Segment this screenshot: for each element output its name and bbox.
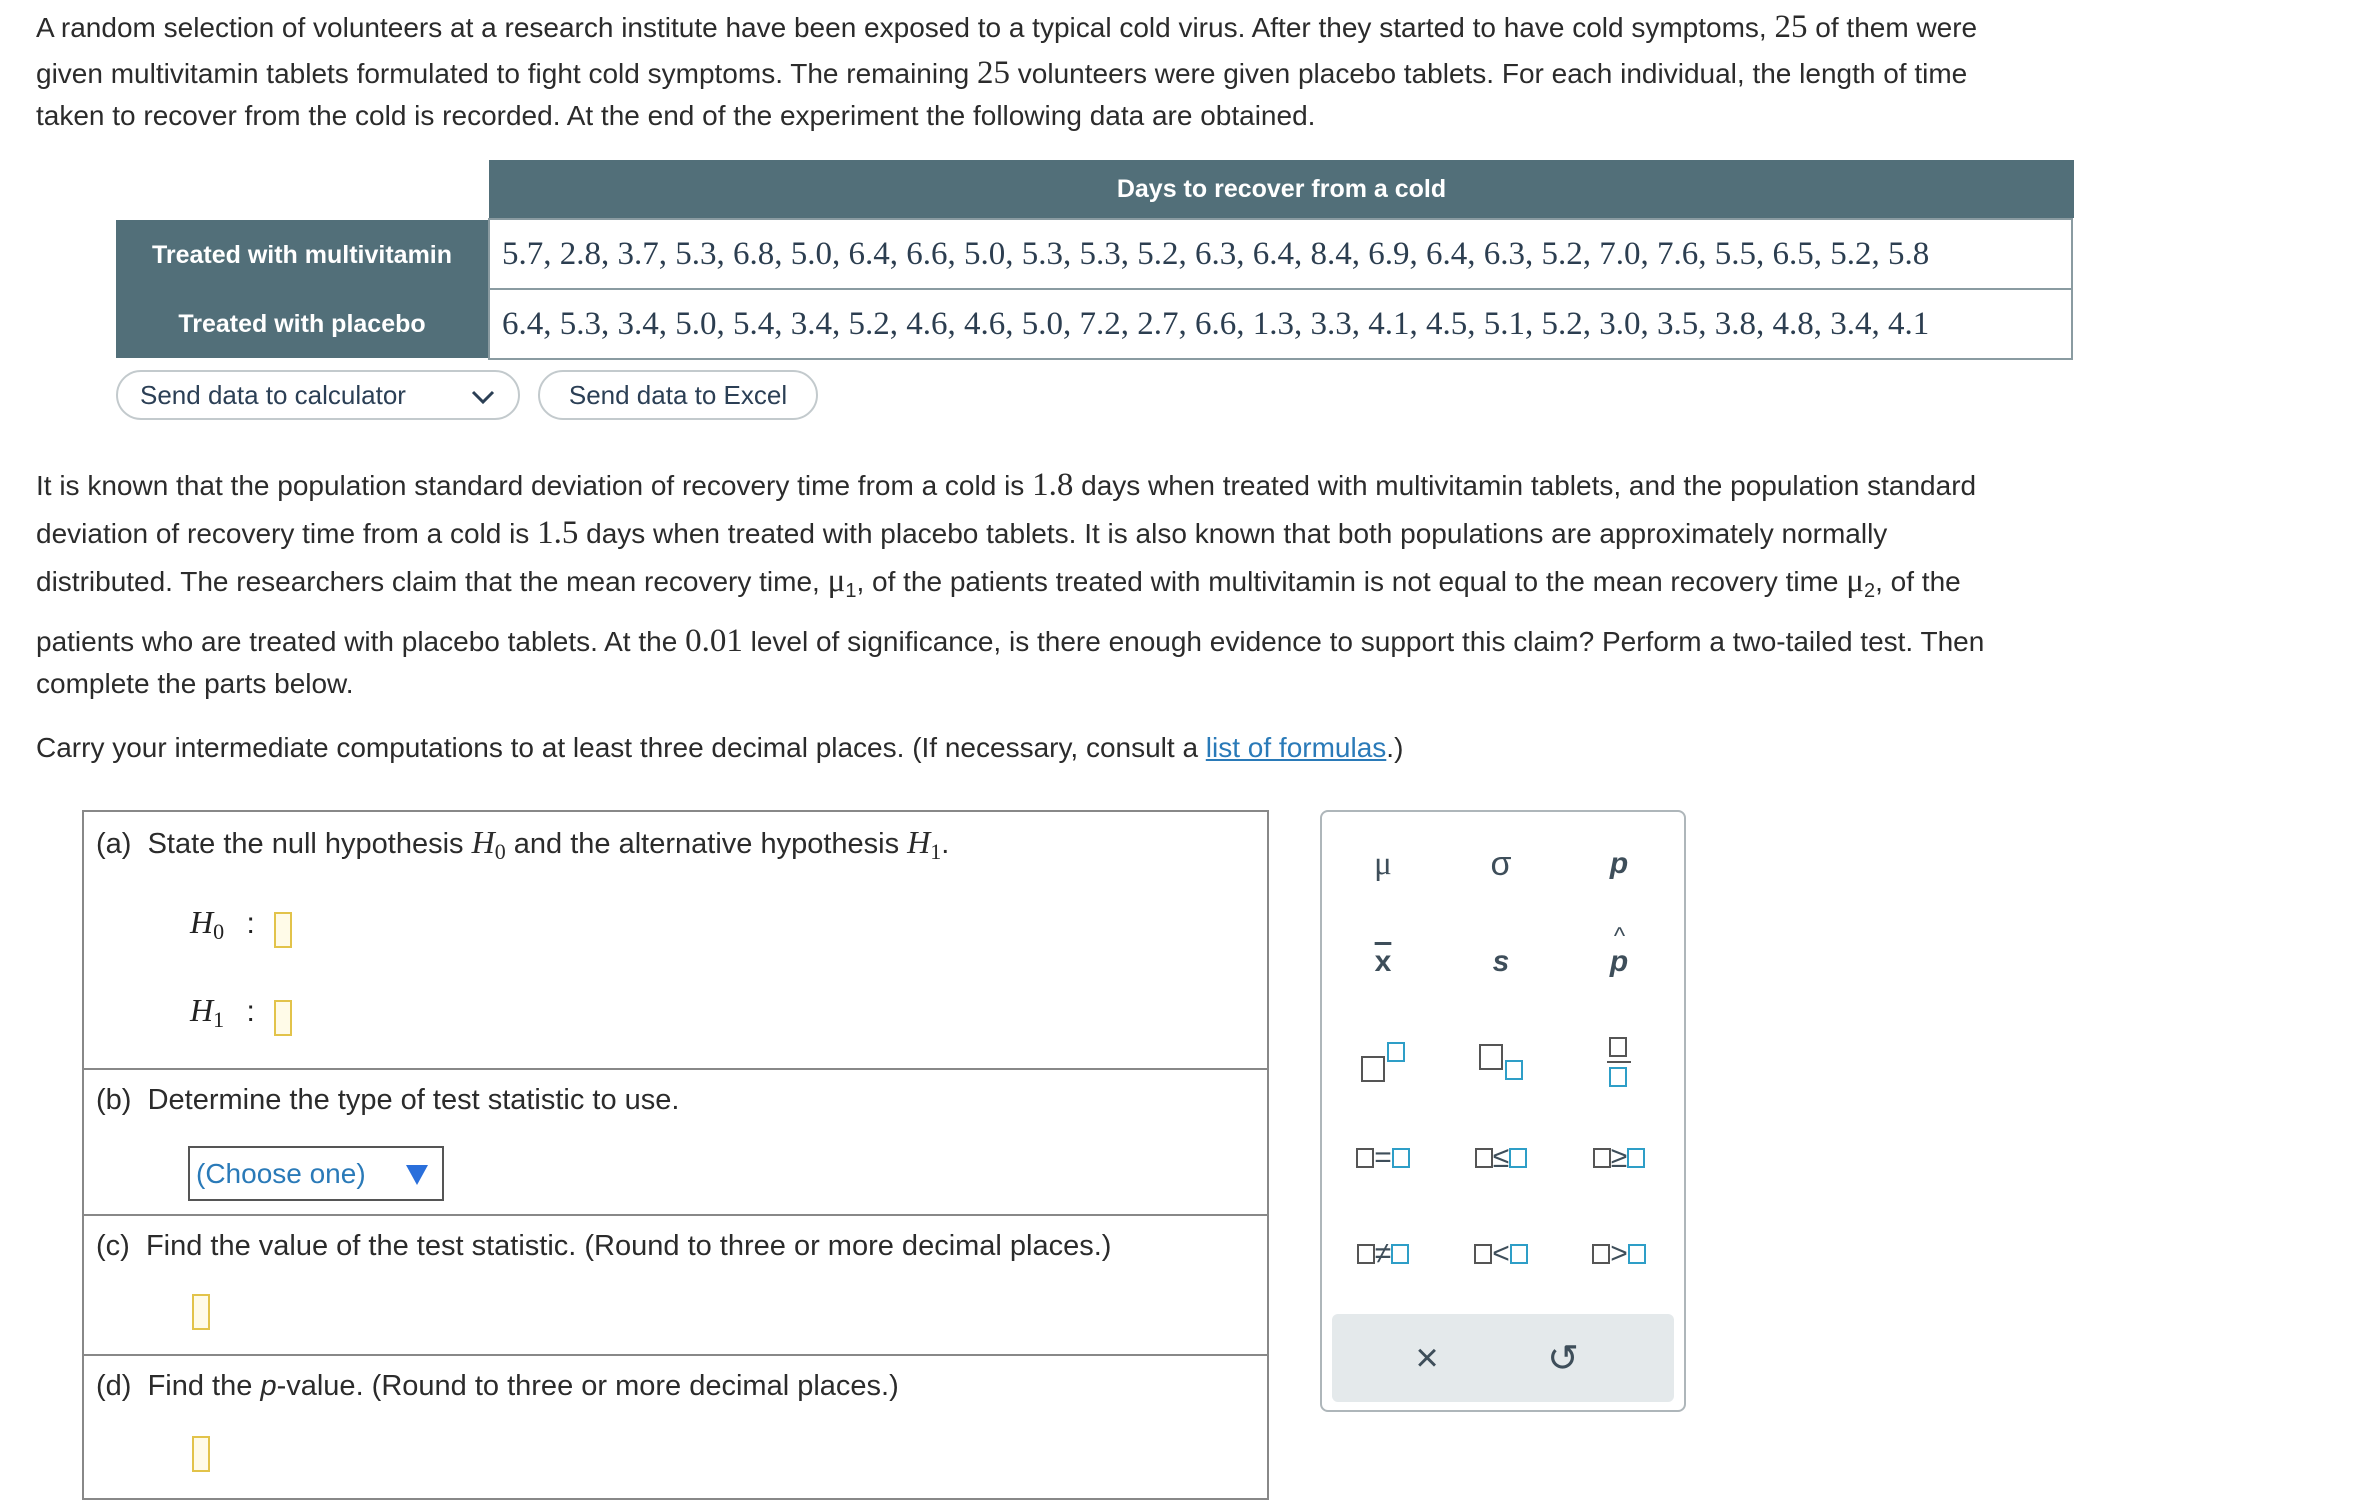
part-b-section — [84, 1068, 1267, 1216]
sigma-button[interactable]: σ — [1490, 844, 1512, 883]
question-box — [82, 810, 1269, 1500]
part-a-prompt: (a) State the null hypothesis $H_0$ and the alternative hypothesis $H_1$. — [96, 824, 950, 864]
h0-label: $H_0$ : — [190, 904, 255, 944]
part-c-prompt: (c) Find the value of the test statistic. (Round to three or more decimal places.) — [96, 1230, 1112, 1262]
symbol-palette — [1320, 810, 1686, 1412]
less-equal-button[interactable]: ≤ — [1446, 1128, 1556, 1188]
p-hat-button[interactable]: ^ p — [1609, 923, 1629, 978]
h0-answer-box[interactable] — [274, 912, 292, 948]
send-to-calculator-button[interactable] — [116, 370, 520, 420]
dropdown-triangle-icon — [406, 1165, 428, 1185]
h1-label: $H_1$ : — [190, 992, 255, 1032]
send-to-excel-button[interactable] — [538, 370, 818, 420]
clear-icon[interactable]: × — [1415, 1335, 1439, 1380]
superscript-icon — [1361, 1042, 1405, 1082]
h1-answer-box[interactable] — [274, 1000, 292, 1036]
part-c-section — [84, 1214, 1267, 1356]
x-bar-button[interactable]: $\overline{x}$ — [1374, 945, 1392, 978]
part-d-section — [84, 1354, 1267, 1504]
intro-line-2: given multivitamin tablets formulated to fight cold symptoms. The remaining 25 volunteers were given placebo tablets. For each individual, the length of time — [36, 55, 1968, 91]
row-data-multivitamin: 5.7, 2.8, 3.7, 5.3, 6.8, 5.0, 6.4, 6.6, 5.0, 5.3, 5.3, 5.2, 6.3, 6.4, 8.4, 6.9, 6.4, 6.3, 5.2, 7.0, 7.6, 5.5, 6.5, 5.2, 5.8 — [488, 218, 2073, 290]
fraction-icon — [1607, 1037, 1631, 1087]
equals-button[interactable]: = — [1328, 1128, 1438, 1188]
p-button[interactable]: p — [1609, 847, 1629, 880]
body-line-1: It is known that the population standard deviation of recovery time from a cold is 1.8 days when treated with multivitamin tablets, and the population standard — [36, 467, 1977, 503]
mu-button[interactable]: μ — [1374, 845, 1392, 882]
test-statistic-select-value: (Choose one) — [196, 1157, 366, 1189]
palette-footer — [1332, 1314, 1674, 1402]
carry-instructions: Carry your intermediate computations to at least three decimal places. (If necessary, consult a list of formulas.) — [36, 732, 1404, 763]
undo-icon[interactable]: ↺ — [1547, 1337, 1579, 1380]
intro-line-1: A random selection of volunteers at a research institute have been exposed to a typical cold virus. After they started to have cold symptoms, 25 of them were — [36, 9, 1978, 45]
p-value-answer-box[interactable] — [192, 1436, 210, 1472]
send-to-excel-label: Send data to Excel — [568, 379, 788, 410]
not-equal-button[interactable]: ≠ — [1328, 1224, 1438, 1284]
body-line-3: distributed. The researchers claim that the mean recovery time, $\mu_1$, of the patients treated with multivitamin is not equal to the mean recovery time $\mu_2$, of the — [36, 563, 1961, 602]
body-line-5: complete the parts below. — [36, 668, 354, 699]
row-label-multivitamin: Treated with multivitamin — [116, 220, 488, 290]
table-header: Days to recover from a cold — [489, 160, 2074, 218]
part-b-prompt: (b) Determine the type of test statistic to use. — [96, 1084, 680, 1116]
test-statistic-select[interactable] — [188, 1146, 444, 1201]
send-to-calculator-label: Send data to calculator — [140, 379, 406, 410]
greater-equal-button[interactable]: ≥ — [1564, 1128, 1674, 1188]
list-of-formulas-link[interactable]: list of formulas — [1205, 732, 1387, 763]
chevron-down-icon — [470, 388, 496, 406]
subscript-button[interactable] — [1446, 1032, 1556, 1092]
fraction-button[interactable] — [1564, 1032, 1674, 1092]
test-statistic-answer-box[interactable] — [192, 1294, 210, 1330]
less-than-button[interactable]: < — [1446, 1224, 1556, 1284]
body-line-2: deviation of recovery time from a cold is 1.5 days when treated with placebo tablets. It is also known that both populations are approximately normally — [36, 515, 1888, 551]
row-data-placebo: 6.4, 5.3, 3.4, 5.0, 5.4, 3.4, 5.2, 4.6, 4.6, 5.0, 7.2, 2.7, 6.6, 1.3, 3.3, 4.1, 4.5, 5.1, 5.2, 3.0, 3.5, 3.8, 4.8, 3.4, 4.1 — [488, 288, 2073, 360]
intro-line-3: taken to recover from the cold is recorded. At the end of the experiment the following data are obtained. — [36, 100, 1316, 131]
part-d-prompt: (d) Find the p-value. (Round to three or more decimal places.) — [96, 1370, 899, 1402]
subscript-icon — [1479, 1042, 1523, 1082]
greater-than-button[interactable]: > — [1564, 1224, 1674, 1284]
row-label-placebo: Treated with placebo — [116, 290, 488, 358]
s-button[interactable]: s — [1492, 945, 1510, 978]
body-line-4: patients who are treated with placebo tablets. At the 0.01 level of significance, is there enough evidence to support this claim? Perform a two-tailed test. Then — [36, 623, 1985, 659]
superscript-button[interactable] — [1328, 1032, 1438, 1092]
